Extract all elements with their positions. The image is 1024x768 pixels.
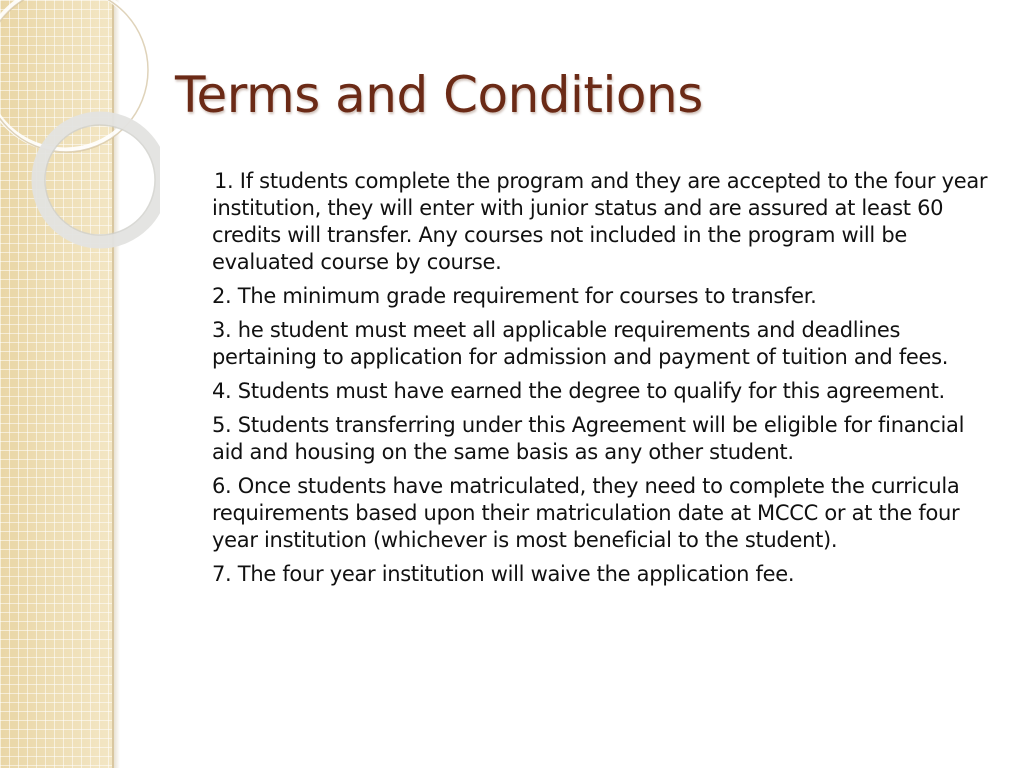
term-item-4: 4. Students must have earned the degree to qualify for this agreement. (212, 379, 945, 403)
term-item-6: 6. Once students have matriculated, they need to complete the curricula requirements based upon their matriculation date at MCCC or at the four year institution (whichever is most beneficial to the student). (212, 474, 960, 552)
term-item-7: 7. The four year institution will waive the application fee. (212, 562, 795, 586)
term-item-2: 2. The minimum grade requirement for courses to transfer. (212, 284, 817, 308)
decorative-rings (0, 0, 160, 260)
decorative-ring-small (38, 118, 160, 242)
term-item-1: 1. If students complete the program and they are accepted to the four year institution, they will enter with junior status and are assured at least 60 credits will transfer. Any courses not included in the program will be evaluated course by course. (212, 169, 988, 274)
term-item-3: 3. he student must meet all applicable requirements and deadlines pertaining to application for admission and payment of tuition and fees. (212, 318, 949, 369)
page-title: Terms and Conditions (175, 66, 703, 124)
term-item-5: 5. Students transferring under this Agreement will be eligible for financial aid and housing on the same basis as any other student. (212, 413, 965, 464)
terms-list (212, 168, 992, 595)
